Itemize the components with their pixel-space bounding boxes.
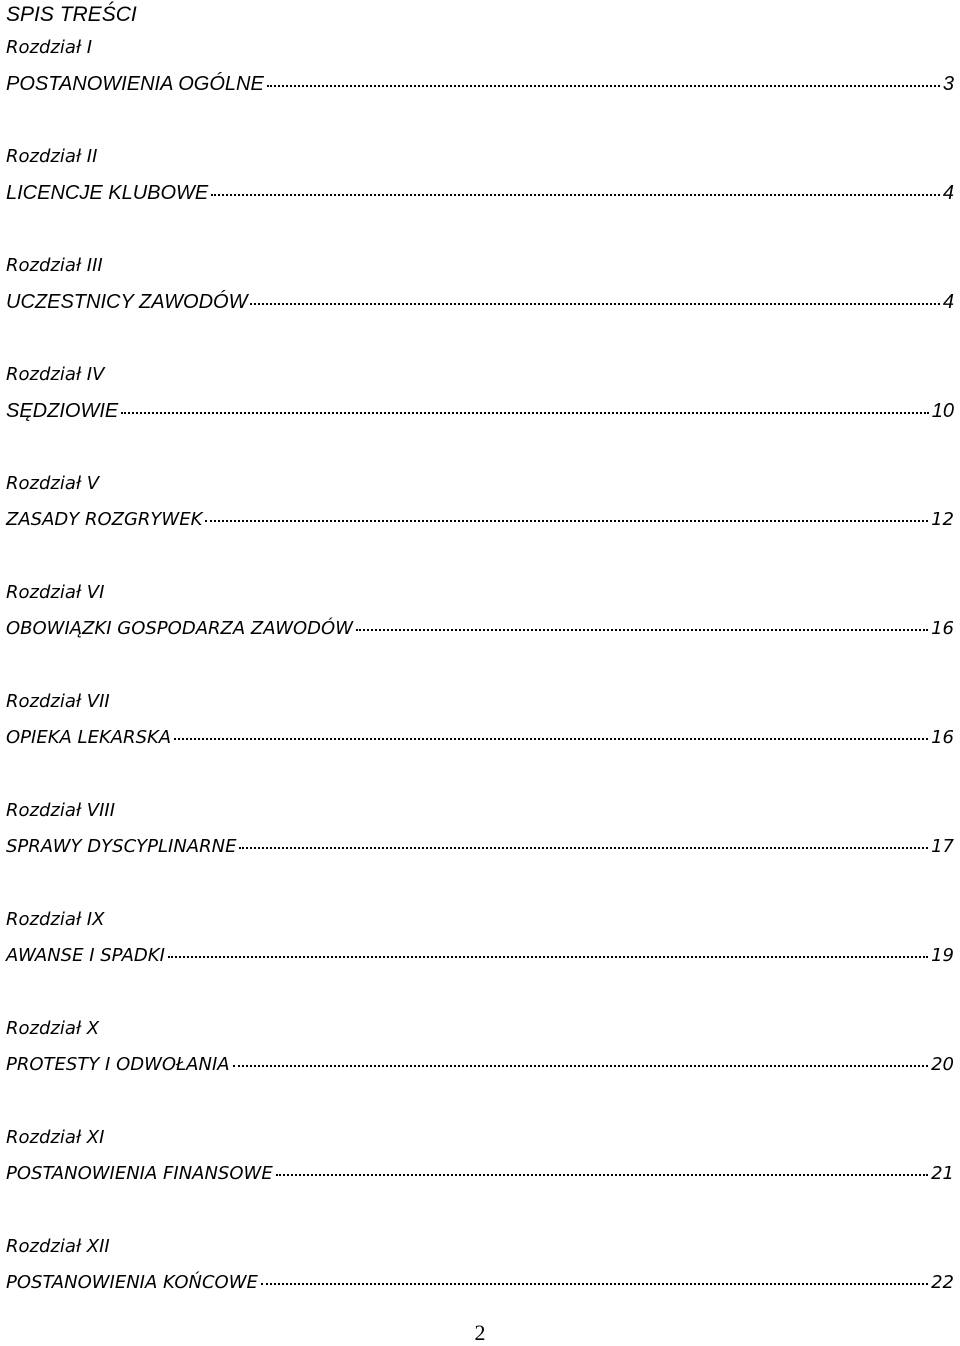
entry-page-number: 16	[931, 727, 954, 748]
entry-page-number: 17	[931, 836, 954, 857]
chapter-label: Rozdział X	[6, 1018, 100, 1039]
entry-page-number: 3	[942, 73, 954, 95]
chapter-label: Rozdział IV	[6, 364, 105, 385]
chapter-label: Rozdział XII	[6, 1236, 110, 1257]
entry-page-number: 22	[931, 1272, 954, 1293]
entry-title: LICENCJE KLUBOWE	[6, 182, 209, 204]
entry-page-number: 16	[931, 618, 954, 639]
toc-entry-line[interactable]	[6, 290, 954, 314]
toc-entry[interactable]	[6, 36, 954, 96]
dot-leader	[250, 303, 939, 305]
entry-page-number: 19	[931, 945, 954, 966]
toc-entry[interactable]	[6, 799, 954, 859]
dot-leader	[276, 1174, 928, 1176]
toc-entry-line[interactable]	[6, 508, 954, 532]
toc-entry-line[interactable]	[6, 181, 954, 205]
toc-entry-line[interactable]	[6, 944, 954, 968]
toc-entry[interactable]	[6, 1017, 954, 1077]
chapter-label: Rozdział III	[6, 255, 103, 276]
dot-leader	[239, 847, 928, 849]
entry-title: UCZESTNICY ZAWODÓW	[6, 291, 248, 313]
entry-title: POSTANOWIENIA KOŃCOWE	[6, 1272, 258, 1293]
toc-title: SPIS TREŚCI	[6, 3, 137, 26]
toc-entry[interactable]	[6, 1235, 954, 1295]
chapter-label: Rozdział II	[6, 146, 98, 167]
chapter-label: Rozdział VI	[6, 582, 105, 603]
toc-entry-line[interactable]	[6, 1162, 954, 1186]
toc-entry[interactable]	[6, 145, 954, 205]
toc-entry-line[interactable]	[6, 1053, 954, 1077]
dot-leader	[233, 1065, 929, 1067]
entry-page-number: 12	[931, 509, 954, 530]
toc-entry-line[interactable]	[6, 617, 954, 641]
entry-title: PROTESTY I ODWOŁANIA	[6, 1054, 230, 1075]
entry-title: SĘDZIOWIE	[6, 400, 119, 422]
dot-leader	[174, 738, 928, 740]
dot-leader	[205, 520, 928, 522]
toc-entry-line[interactable]	[6, 399, 954, 423]
dot-leader	[211, 194, 940, 196]
entry-page-number: 21	[931, 1163, 954, 1184]
dot-leader	[121, 412, 929, 414]
page-number-footer: 2	[474, 1320, 486, 1345]
toc-entry[interactable]	[6, 363, 954, 423]
entry-title: SPRAWY DYSCYPLINARNE	[6, 836, 237, 857]
entry-title: OBOWIĄZKI GOSPODARZA ZAWODÓW	[6, 618, 354, 639]
toc-entry[interactable]	[6, 690, 954, 750]
entry-title: AWANSE I SPADKI	[6, 945, 165, 966]
entry-title: POSTANOWIENIA FINANSOWE	[6, 1163, 273, 1184]
entry-page-number: 20	[931, 1054, 954, 1075]
dot-leader	[261, 1283, 928, 1285]
entry-title: ZASADY ROZGRYWEK	[6, 509, 203, 530]
chapter-label: Rozdział V	[6, 473, 100, 494]
chapter-label: Rozdział IX	[6, 909, 105, 930]
toc-entry[interactable]	[6, 254, 954, 314]
entry-page-number: 4	[942, 182, 954, 204]
toc-entry[interactable]	[6, 1126, 954, 1186]
chapter-label: Rozdział I	[6, 37, 93, 58]
dot-leader	[267, 85, 940, 87]
dot-leader	[356, 629, 928, 631]
toc-entry[interactable]	[6, 472, 954, 532]
entry-page-number: 10	[931, 400, 954, 422]
toc-entry-line[interactable]	[6, 72, 954, 96]
toc-entry-line[interactable]	[6, 1271, 954, 1295]
toc-entry[interactable]	[6, 908, 954, 968]
toc-entry-line[interactable]	[6, 835, 954, 859]
entry-title: POSTANOWIENIA OGÓLNE	[6, 73, 264, 95]
toc-entry[interactable]	[6, 581, 954, 641]
chapter-label: Rozdział VIII	[6, 800, 116, 821]
entry-title: OPIEKA LEKARSKA	[6, 727, 172, 748]
toc-entry-line[interactable]	[6, 726, 954, 750]
entry-page-number: 4	[942, 291, 954, 313]
chapter-label: Rozdział XI	[6, 1127, 105, 1148]
dot-leader	[168, 956, 928, 958]
chapter-label: Rozdział VII	[6, 691, 110, 712]
